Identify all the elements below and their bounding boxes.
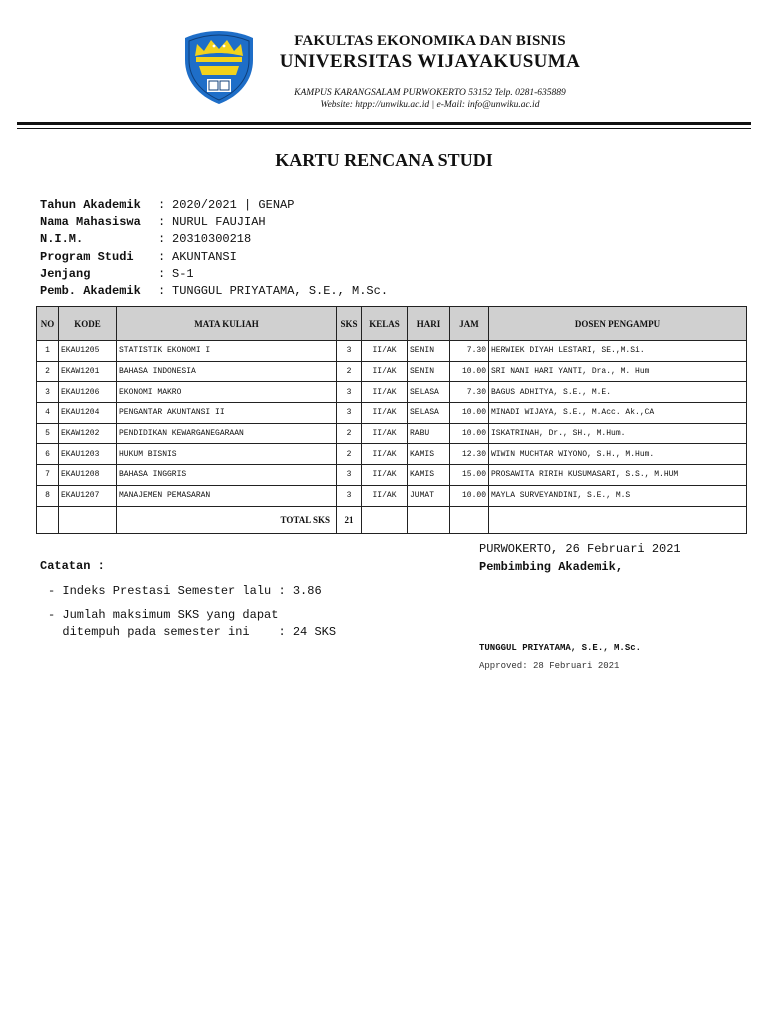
- cell-day: SENIN: [408, 341, 450, 362]
- info-value: AKUNTANSI: [172, 249, 237, 264]
- cell-time: 10.00: [450, 485, 489, 506]
- total-credits-value: 21: [337, 506, 362, 533]
- cell-class: II/AK: [362, 361, 408, 382]
- total-credits-label: TOTAL SKS: [117, 506, 337, 533]
- signature-role: Pembimbing Akademik,: [479, 560, 624, 574]
- cell-day: JUMAT: [408, 485, 450, 506]
- cell-time: 15.00: [450, 465, 489, 486]
- header-divider: [17, 122, 751, 125]
- table-row: [37, 361, 747, 382]
- empty-cell: [59, 506, 117, 533]
- cell-course: EKONOMI MAKRO: [117, 382, 337, 403]
- cell-code: EKAW1202: [59, 423, 117, 444]
- note-max-credits: - Jumlah maksimum SKS yang dapat: [48, 608, 279, 622]
- cell-no: 1: [37, 341, 59, 362]
- info-value: 2020/2021 | GENAP: [172, 198, 295, 212]
- info-label: Pemb. Akademik: [40, 283, 141, 298]
- website-email: Website: htpp://unwiku.ac.id | e-Mail: info@unwiku.ac.id: [320, 100, 540, 110]
- table-row: [37, 444, 747, 465]
- cell-no: 8: [37, 485, 59, 506]
- cell-class: II/AK: [362, 423, 408, 444]
- note-gpa: - Indeks Prestasi Semester lalu : 3.86: [48, 584, 322, 598]
- cell-code: EKAU1205: [59, 341, 117, 362]
- cell-lecturer: MINADI WIJAYA, S.E., M.Acc. Ak.,CA: [489, 403, 747, 424]
- info-label: N.I.M.: [40, 232, 84, 247]
- campus-address: KAMPUS KARANGSALAM PURWOKERTO 53152 Telp. 0281-635889: [294, 88, 566, 98]
- column-header-code: KODE: [59, 307, 117, 341]
- cell-code: EKAU1204: [59, 403, 117, 424]
- info-row-program: [40, 249, 388, 266]
- signature-place-date: PURWOKERTO, 26 Februari 2021: [479, 542, 681, 556]
- cell-lecturer: PROSAWITA RIRIH KUSUMASARI, S.S., M.HUM: [489, 465, 747, 486]
- column-header-credits: SKS: [337, 307, 362, 341]
- info-label: Tahun Akademik: [40, 198, 141, 212]
- cell-no: 2: [37, 361, 59, 382]
- cell-credits: 2: [337, 423, 362, 444]
- cell-class: II/AK: [362, 465, 408, 486]
- table-header-row: [37, 307, 747, 341]
- cell-credits: 3: [337, 485, 362, 506]
- cell-day: SELASA: [408, 403, 450, 424]
- cell-time: 7.30: [450, 341, 489, 362]
- column-header-class: KELAS: [362, 307, 408, 341]
- note-max-credits-cont: ditempuh pada semester ini : 24 SKS: [48, 625, 337, 639]
- university-logo: [182, 30, 256, 106]
- cell-lecturer: SRI NANI HARI YANTI, Dra., M. Hum: [489, 361, 747, 382]
- info-label: Jenjang: [40, 266, 91, 281]
- empty-cell: [450, 506, 489, 533]
- cell-credits: 2: [337, 444, 362, 465]
- info-label: Program Studi: [40, 249, 134, 264]
- table-row: [37, 485, 747, 506]
- cell-code: EKAU1203: [59, 444, 117, 465]
- empty-cell: [489, 506, 747, 533]
- table-row: [37, 465, 747, 486]
- table-row: [37, 403, 747, 424]
- cell-class: II/AK: [362, 382, 408, 403]
- cell-time: 7.30: [450, 382, 489, 403]
- header-divider-thin: [17, 128, 751, 129]
- info-value: NURUL FAUJIAH: [172, 215, 266, 230]
- table-total-row: [37, 506, 747, 533]
- info-separator: :: [158, 283, 166, 298]
- cell-no: 3: [37, 382, 59, 403]
- cell-credits: 2: [337, 361, 362, 382]
- info-label: Nama Mahasiswa: [40, 215, 141, 230]
- table-row: [37, 341, 747, 362]
- cell-credits: 3: [337, 403, 362, 424]
- cell-credits: 3: [337, 465, 362, 486]
- cell-lecturer: HERWIEK DIYAH LESTARI, SE.,M.Si.: [489, 341, 747, 362]
- cell-day: SELASA: [408, 382, 450, 403]
- cell-code: EKAU1207: [59, 485, 117, 506]
- info-row-student-name: [40, 214, 388, 231]
- university-name: UNIVERSITAS WIJAYAKUSUMA: [279, 51, 581, 72]
- table-row: [37, 382, 747, 403]
- empty-cell: [37, 506, 59, 533]
- info-separator: :: [158, 198, 166, 212]
- info-row-level: [40, 266, 388, 283]
- signature-approved-date: Approved: 28 Februari 2021: [479, 661, 620, 671]
- column-header-time: JAM: [450, 307, 489, 341]
- cell-code: EKAW1201: [59, 361, 117, 382]
- info-value: S-1: [172, 266, 194, 281]
- info-row-nim: [40, 231, 388, 248]
- notes-title: Catatan :: [40, 559, 105, 573]
- student-info: [40, 197, 388, 300]
- column-header-day: HARI: [408, 307, 450, 341]
- cell-code: EKAU1208: [59, 465, 117, 486]
- cell-credits: 3: [337, 382, 362, 403]
- document-title: KARTU RENCANA STUDI: [275, 150, 493, 170]
- cell-course: HUKUM BISNIS: [117, 444, 337, 465]
- cell-time: 10.00: [450, 361, 489, 382]
- cell-class: II/AK: [362, 403, 408, 424]
- column-header-lecturer: DOSEN PENGAMPU: [489, 307, 747, 341]
- cell-code: EKAU1206: [59, 382, 117, 403]
- signature-name: TUNGGUL PRIYATAMA, S.E., M.Sc.: [479, 643, 642, 653]
- cell-course: PENDIDIKAN KEWARGANEGARAAN: [117, 423, 337, 444]
- table-row: [37, 423, 747, 444]
- info-row-advisor: [40, 283, 388, 300]
- info-separator: :: [158, 232, 166, 247]
- empty-cell: [362, 506, 408, 533]
- cell-lecturer: ISKATRINAH, Dr., SH., M.Hum.: [489, 423, 747, 444]
- cell-time: 10.00: [450, 403, 489, 424]
- cell-no: 6: [37, 444, 59, 465]
- cell-class: II/AK: [362, 485, 408, 506]
- cell-course: BAHASA INDONESIA: [117, 361, 337, 382]
- info-row-academic-year: [40, 197, 388, 214]
- info-separator: :: [158, 266, 166, 281]
- empty-cell: [408, 506, 450, 533]
- cell-no: 7: [37, 465, 59, 486]
- cell-time: 10.00: [450, 423, 489, 444]
- info-separator: :: [158, 215, 166, 230]
- cell-no: 5: [37, 423, 59, 444]
- cell-lecturer: BAGUS ADHITYA, S.E., M.E.: [489, 382, 747, 403]
- info-value: 20310300218: [172, 232, 252, 247]
- cell-course: PENGANTAR AKUNTANSI II: [117, 403, 337, 424]
- cell-course: STATISTIK EKONOMI I: [117, 341, 337, 362]
- cell-course: MANAJEMEN PEMASARAN: [117, 485, 337, 506]
- info-value: TUNGGUL PRIYATAMA, S.E., M.Sc.: [172, 283, 389, 298]
- cell-day: RABU: [408, 423, 450, 444]
- cell-day: SENIN: [408, 361, 450, 382]
- cell-class: II/AK: [362, 444, 408, 465]
- faculty-name: FAKULTAS EKONOMIKA DAN BISNIS: [294, 33, 566, 49]
- column-header-course: MATA KULIAH: [117, 307, 337, 341]
- cell-day: KAMIS: [408, 444, 450, 465]
- cell-lecturer: WIWIN MUCHTAR WIYONO, S.H., M.Hum.: [489, 444, 747, 465]
- info-separator: :: [158, 249, 166, 264]
- cell-no: 4: [37, 403, 59, 424]
- course-table: [36, 306, 747, 534]
- column-header-no: NO: [37, 307, 59, 341]
- cell-time: 12.30: [450, 444, 489, 465]
- cell-course: BAHASA INGGRIS: [117, 465, 337, 486]
- cell-class: II/AK: [362, 341, 408, 362]
- cell-credits: 3: [337, 341, 362, 362]
- cell-day: KAMIS: [408, 465, 450, 486]
- cell-lecturer: MAYLA SURVEYANDINI, S.E., M.S: [489, 485, 747, 506]
